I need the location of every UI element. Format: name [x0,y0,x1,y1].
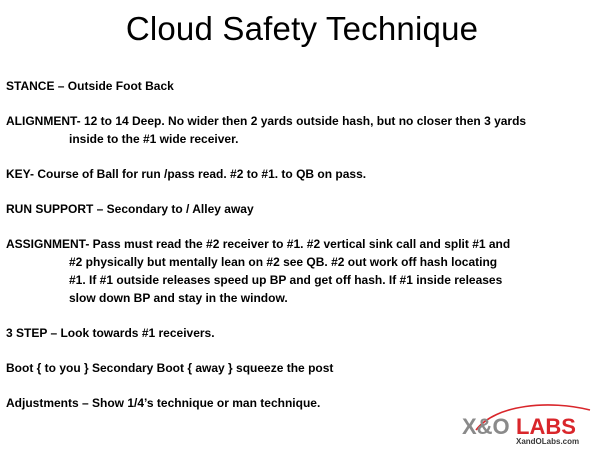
three-step-text: 3 STEP – Look towards #1 receivers. [6,326,215,340]
slide-title: Cloud Safety Technique [125,10,479,47]
xo-labs-logo [458,400,598,452]
stance-paragraph [6,77,598,95]
assignment-paragraph [6,235,598,307]
alignment-line-1: ALIGNMENT- 12 to 14 Deep. No wider then 2 yards outside hash, but no closer then 3 yards [6,114,527,128]
alignment-line-2: inside to the #1 wide receiver. [69,132,239,146]
assignment-line-3: #1. If #1 outside releases speed up BP and get off hash. If #1 inside releases [69,273,503,287]
logo-url-text: XandOLabs.com [516,437,580,446]
assignment-line-1: ASSIGNMENT- Pass must read the #2 receiver to #1. #2 vertical sink call and split #1 and [6,237,511,251]
run-support-paragraph [6,200,598,218]
key-paragraph [6,165,598,183]
alignment-paragraph [6,112,598,148]
adjustments-text: Adjustments – Show 1/4’s technique or man technique. [6,396,321,410]
logo-labs-text: LABS [516,414,576,439]
three-step-paragraph [6,324,598,342]
assignment-line-4: slow down BP and stay in the window. [69,291,288,305]
run-support-text: RUN SUPPORT – Secondary to / Alley away [6,202,254,216]
boot-paragraph [6,359,598,377]
stance-text: STANCE – Outside Foot Back [6,79,174,93]
boot-text: Boot { to you } Secondary Boot { away } squeeze the post [6,361,334,375]
xo-labs-logo-graphic [458,400,598,452]
logo-main-text: X&O [462,414,510,439]
key-text: KEY- Course of Ball for run /pass read. #2 to #1. to QB on pass. [6,167,367,181]
technique-notes [6,77,598,429]
assignment-line-2: #2 physically but mentally lean on #2 see QB. #2 out work off hash locating [69,255,498,269]
